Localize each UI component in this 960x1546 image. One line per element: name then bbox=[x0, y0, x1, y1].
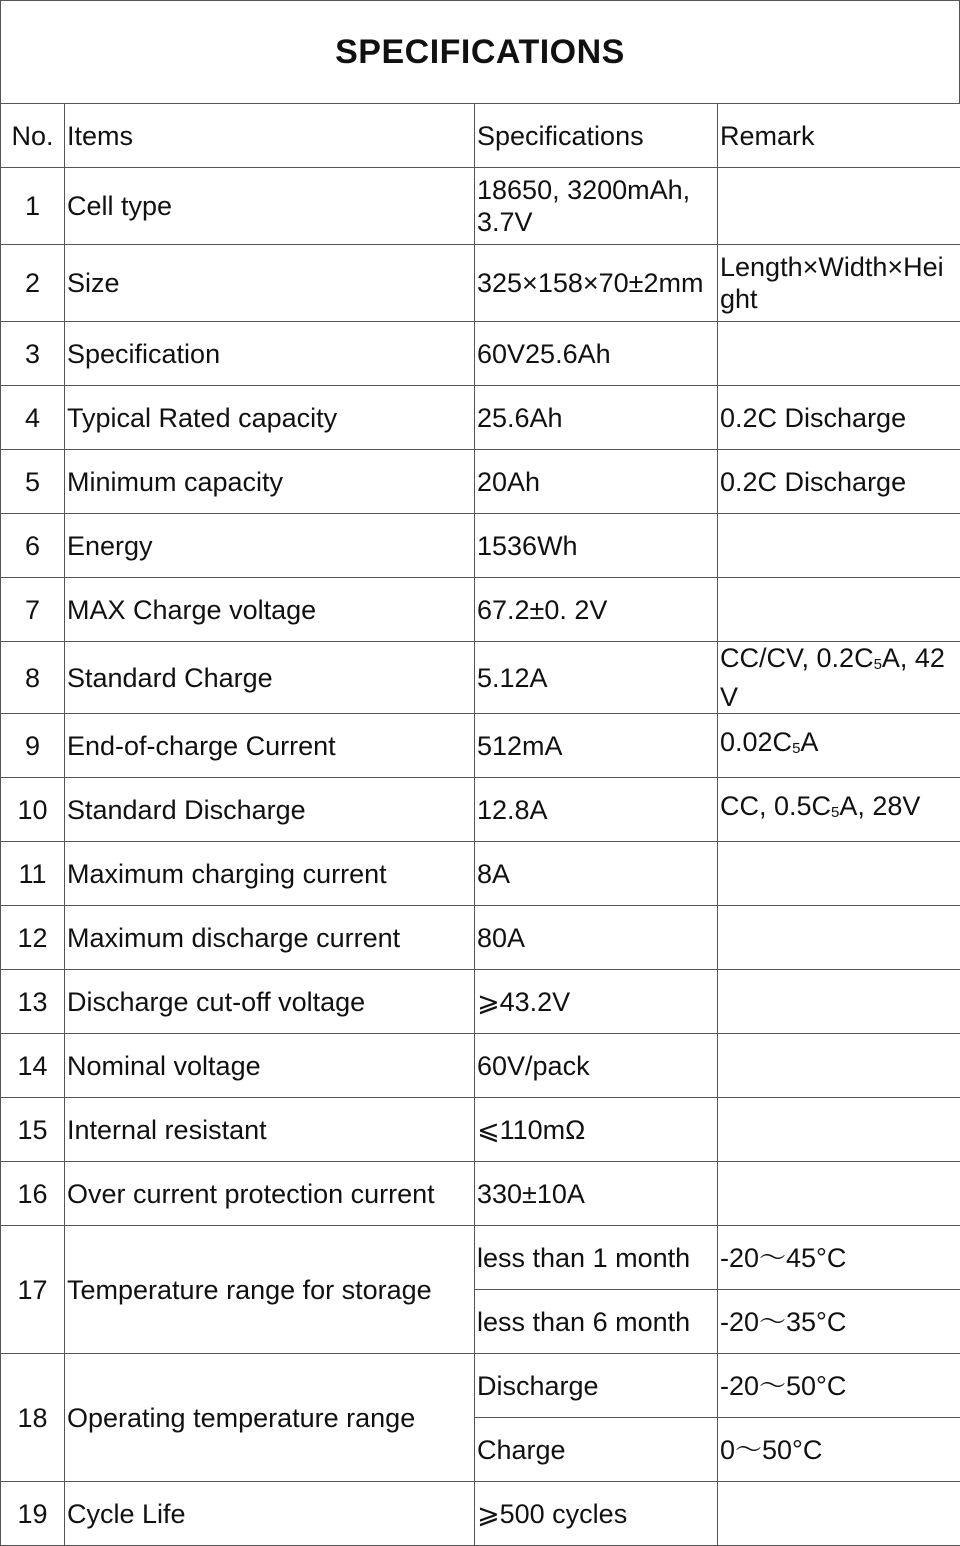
row-spec: ⩽110mΩ bbox=[475, 1098, 718, 1162]
table-row bbox=[1, 970, 960, 1034]
row-item: Internal resistant bbox=[65, 1098, 475, 1162]
remark-text: CC, 0.5C bbox=[720, 791, 831, 821]
row-remark bbox=[718, 168, 960, 245]
row-remark bbox=[718, 1162, 960, 1226]
header-remark: Remark bbox=[718, 104, 960, 168]
row-item: Standard Discharge bbox=[65, 778, 475, 842]
table-row bbox=[1, 1034, 960, 1098]
row-item: Size bbox=[65, 245, 475, 322]
row-remark bbox=[718, 514, 960, 578]
row-remark bbox=[718, 714, 960, 778]
row-no: 2 bbox=[1, 245, 65, 322]
row-no: 11 bbox=[1, 842, 65, 906]
title-box bbox=[0, 0, 960, 103]
table-row bbox=[1, 778, 960, 842]
row-spec: 1536Wh bbox=[475, 514, 718, 578]
header-specifications: Specifications bbox=[475, 104, 718, 168]
row-remark: Length×Width×Height bbox=[718, 245, 960, 322]
row-no: 4 bbox=[1, 386, 65, 450]
row-item: Maximum charging current bbox=[65, 842, 475, 906]
row-item: Operating temperature range bbox=[65, 1354, 475, 1482]
row-item: Nominal voltage bbox=[65, 1034, 475, 1098]
row-item: Energy bbox=[65, 514, 475, 578]
row-no: 10 bbox=[1, 778, 65, 842]
row-spec: 325×158×70±2mm bbox=[475, 245, 718, 322]
remark-text: CC/CV, 0.2C bbox=[720, 643, 874, 673]
row-item: Discharge cut-off voltage bbox=[65, 970, 475, 1034]
spec-table bbox=[0, 103, 960, 1546]
row-no: 15 bbox=[1, 1098, 65, 1162]
header-items: Items bbox=[65, 104, 475, 168]
row-no: 9 bbox=[1, 714, 65, 778]
table-row bbox=[1, 450, 960, 514]
row-no: 3 bbox=[1, 322, 65, 386]
row-spec: Charge bbox=[475, 1418, 718, 1482]
row-spec: 512mA bbox=[475, 714, 718, 778]
table-row bbox=[1, 642, 960, 714]
table-row bbox=[1, 1162, 960, 1226]
row-remark: 0～50°C bbox=[718, 1418, 960, 1482]
row-item: Minimum capacity bbox=[65, 450, 475, 514]
row-no: 7 bbox=[1, 578, 65, 642]
row-spec: less than 6 month bbox=[475, 1290, 718, 1354]
row-spec: 12.8A bbox=[475, 778, 718, 842]
row-spec: 80A bbox=[475, 906, 718, 970]
row-spec: less than 1 month bbox=[475, 1226, 718, 1290]
row-no: 17 bbox=[1, 1226, 65, 1354]
row-spec: 60V25.6Ah bbox=[475, 322, 718, 386]
row-spec: Discharge bbox=[475, 1354, 718, 1418]
row-spec: ⩾43.2V bbox=[475, 970, 718, 1034]
row-remark: 0.2C Discharge bbox=[718, 450, 960, 514]
row-spec: 67.2±0. 2V bbox=[475, 578, 718, 642]
table-row bbox=[1, 386, 960, 450]
row-remark: -20～45°C bbox=[718, 1226, 960, 1290]
row-no: 16 bbox=[1, 1162, 65, 1226]
row-spec: 20Ah bbox=[475, 450, 718, 514]
row-item: Maximum discharge current bbox=[65, 906, 475, 970]
row-remark bbox=[718, 970, 960, 1034]
row-remark bbox=[718, 578, 960, 642]
row-remark: -20～35°C bbox=[718, 1290, 960, 1354]
row-item: Standard Charge bbox=[65, 642, 475, 714]
remark-subscript: 5 bbox=[874, 656, 882, 673]
row-item: Specification bbox=[65, 322, 475, 386]
row-spec: 5.12A bbox=[475, 642, 718, 714]
remark-text: A, 42V bbox=[720, 643, 945, 712]
row-remark bbox=[718, 906, 960, 970]
row-spec: 8A bbox=[475, 842, 718, 906]
row-remark bbox=[718, 842, 960, 906]
table-row bbox=[1, 1354, 960, 1418]
table-row bbox=[1, 714, 960, 778]
row-no: 5 bbox=[1, 450, 65, 514]
remark-text: A bbox=[800, 727, 818, 757]
row-remark: 0.2C Discharge bbox=[718, 386, 960, 450]
row-spec: 60V/pack bbox=[475, 1034, 718, 1098]
row-item: Typical Rated capacity bbox=[65, 386, 475, 450]
row-remark: -20～50°C bbox=[718, 1354, 960, 1418]
remark-text: A, 28V bbox=[839, 791, 920, 821]
remark-subscript: 5 bbox=[831, 804, 839, 821]
row-remark bbox=[718, 642, 960, 714]
row-no: 13 bbox=[1, 970, 65, 1034]
table-row bbox=[1, 1226, 960, 1290]
table-row bbox=[1, 1098, 960, 1162]
row-remark bbox=[718, 1098, 960, 1162]
row-no: 8 bbox=[1, 642, 65, 714]
page-title: SPECIFICATIONS bbox=[335, 33, 625, 72]
row-no: 18 bbox=[1, 1354, 65, 1482]
row-spec: ⩾500 cycles bbox=[475, 1482, 718, 1546]
row-item: Cell type bbox=[65, 168, 475, 245]
row-item: Over current protection current bbox=[65, 1162, 475, 1226]
table-row bbox=[1, 168, 960, 245]
row-item: End-of-charge Current bbox=[65, 714, 475, 778]
row-spec: 330±10A bbox=[475, 1162, 718, 1226]
row-no: 12 bbox=[1, 906, 65, 970]
row-remark bbox=[718, 778, 960, 842]
table-row bbox=[1, 322, 960, 386]
table-row bbox=[1, 906, 960, 970]
row-spec: 25.6Ah bbox=[475, 386, 718, 450]
row-no: 14 bbox=[1, 1034, 65, 1098]
row-no: 6 bbox=[1, 514, 65, 578]
row-no: 19 bbox=[1, 1482, 65, 1546]
table-row bbox=[1, 578, 960, 642]
row-no: 1 bbox=[1, 168, 65, 245]
header-row bbox=[1, 104, 960, 168]
row-item: Cycle Life bbox=[65, 1482, 475, 1546]
row-remark bbox=[718, 1034, 960, 1098]
remark-subscript: 5 bbox=[792, 740, 800, 757]
remark-text: 0.02C bbox=[720, 727, 792, 757]
header-no: No. bbox=[1, 104, 65, 168]
row-item: MAX Charge voltage bbox=[65, 578, 475, 642]
table-row bbox=[1, 842, 960, 906]
table-row bbox=[1, 245, 960, 322]
table-row bbox=[1, 514, 960, 578]
row-remark bbox=[718, 322, 960, 386]
row-spec: 18650, 3200mAh, 3.7V bbox=[475, 168, 718, 245]
row-item: Temperature range for storage bbox=[65, 1226, 475, 1354]
